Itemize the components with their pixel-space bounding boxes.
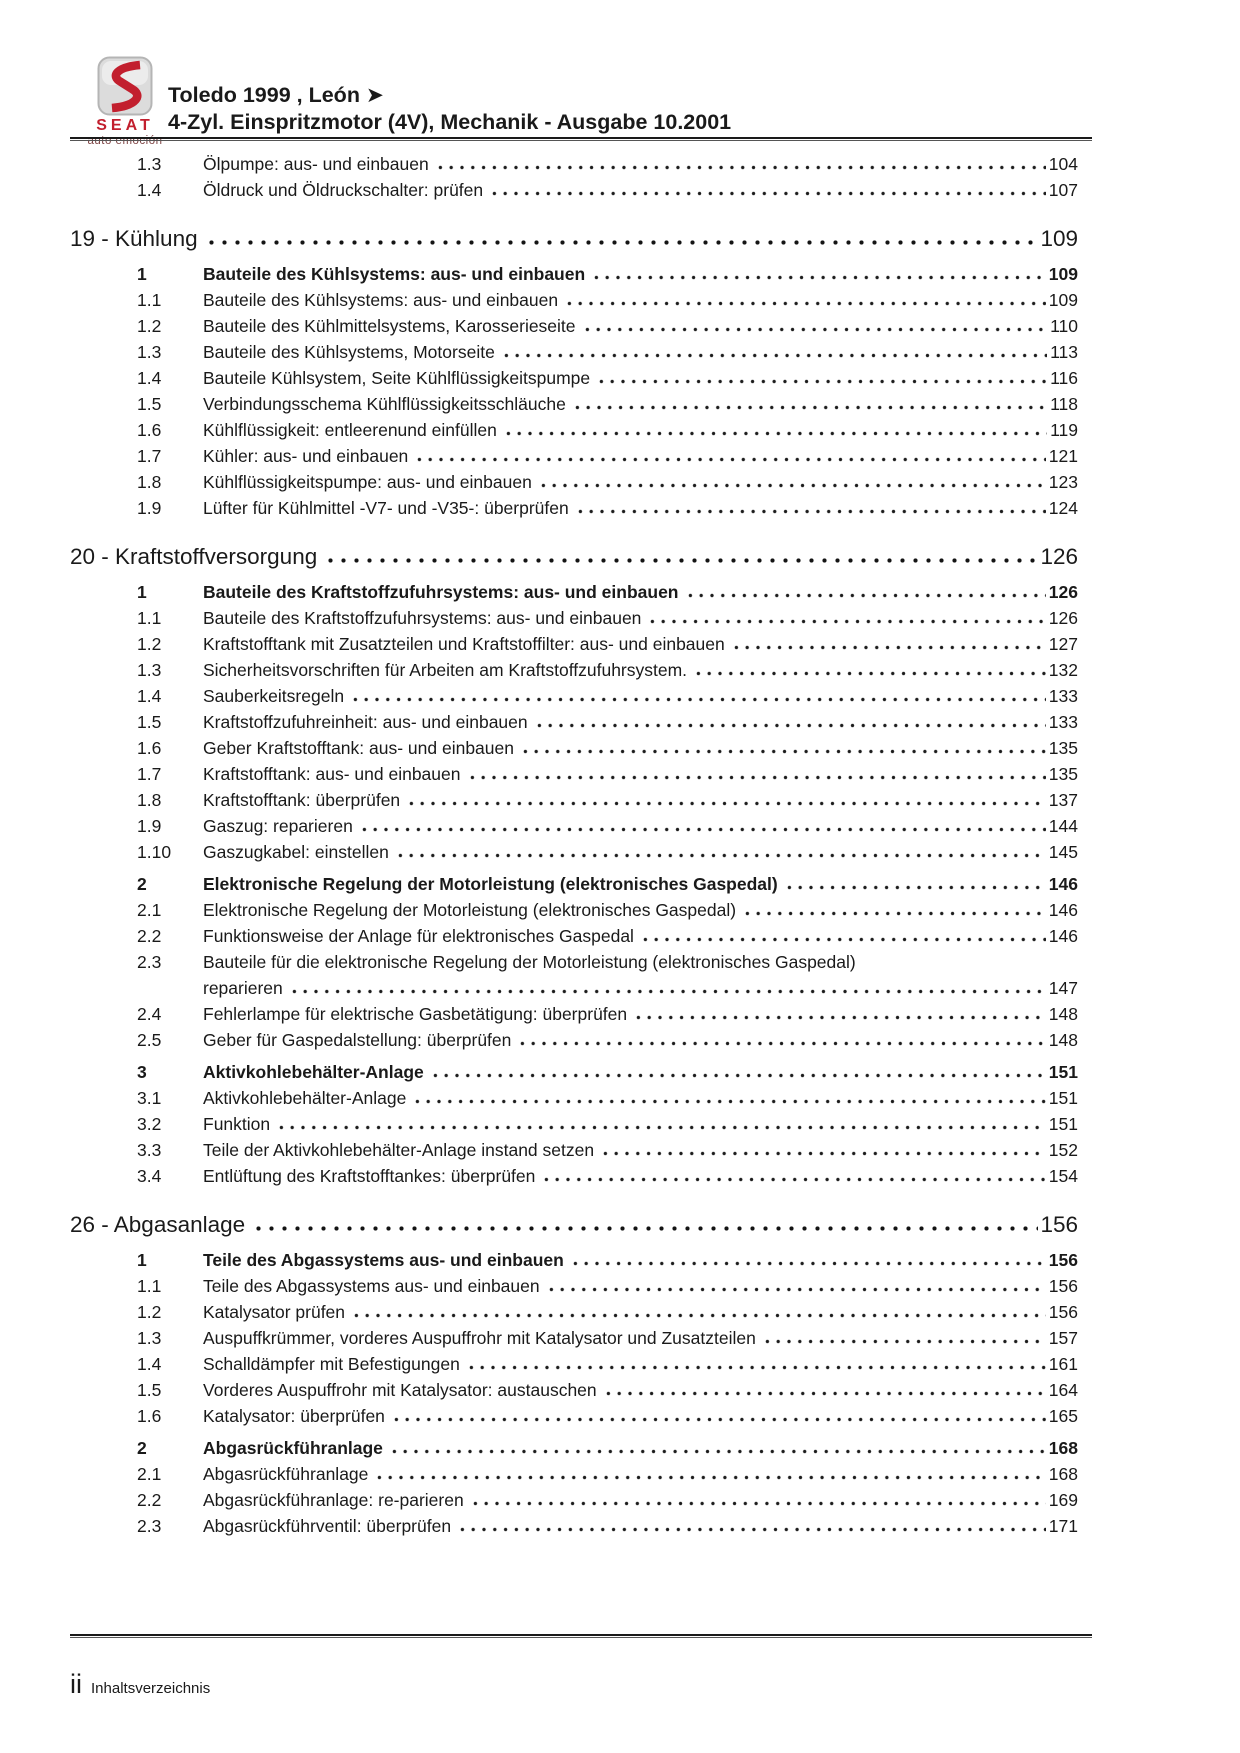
entry-number: 1.3 (137, 342, 162, 362)
entry-title: Geber Kraftstofftank: aus- und einbauen (203, 738, 514, 758)
leader-dots (467, 761, 1046, 787)
page-number: 123 (1048, 472, 1078, 492)
leader-dots (252, 1208, 1038, 1241)
entry-number: 1 (137, 264, 147, 284)
toc-entry (70, 1351, 1078, 1377)
toc-entry (70, 1163, 1078, 1189)
entry-number: 1.2 (137, 1302, 162, 1322)
toc-entry (70, 469, 1078, 495)
entry-title: Funktionsweise der Anlage für elektronisches Gaspedal (203, 926, 634, 946)
page-number: 151 (1048, 1114, 1078, 1134)
leader-dots (276, 1111, 1046, 1137)
entry-title: Kraftstoffzufuhreinheit: aus- und einbauen (203, 712, 528, 732)
entry-title: Kraftstofftank: überprüfen (203, 790, 401, 810)
toc (70, 151, 1078, 1539)
toc-entry (70, 495, 1078, 521)
leader-dots (534, 709, 1046, 735)
leader-dots (742, 897, 1046, 923)
page-number: 113 (1050, 342, 1078, 362)
leader-dots (570, 1247, 1046, 1273)
page-number: 156 (1048, 1276, 1078, 1296)
page-number: 119 (1050, 420, 1078, 440)
page-number: 146 (1048, 900, 1078, 920)
leader-dots (470, 1487, 1046, 1513)
toc-entry (70, 443, 1078, 469)
page-number: 126 (1040, 544, 1078, 569)
toc-entry (70, 897, 1078, 923)
entry-number: 2 (137, 1438, 147, 1458)
entry-title: Katalysator prüfen (203, 1302, 346, 1322)
entry-number: 1.4 (137, 180, 162, 200)
leader-dots (647, 605, 1045, 631)
entry-number: 1.9 (137, 816, 162, 836)
toc-entry (70, 631, 1078, 657)
page-number: 124 (1048, 498, 1078, 518)
seat-s-icon (97, 56, 153, 116)
section-label: 20 - Kraftstoffversorgung (70, 544, 318, 569)
toc-entry (70, 1299, 1078, 1325)
entry-title: Kraftstofftank: aus- und einbauen (203, 764, 461, 784)
toc-entry (70, 683, 1078, 709)
page-number: 147 (1048, 978, 1078, 998)
entry-title: Bauteile des Kraftstoffzufuhrsystems: aus- und einbauen (203, 608, 642, 628)
entry-title: Gaszug: reparieren (203, 816, 353, 836)
brand-name: SEAT (96, 117, 154, 134)
entry-number: 1.2 (137, 634, 162, 654)
entry-title: Teile des Abgassystems aus- und einbauen (203, 1250, 564, 1270)
entry-number: 1.1 (137, 608, 162, 628)
entry-number: 3.3 (137, 1140, 162, 1160)
entry-title: reparieren (203, 978, 283, 998)
leader-dots (633, 1001, 1046, 1027)
entry-title: Gaszugkabel: einstellen (203, 842, 389, 862)
leader-dots (600, 1137, 1046, 1163)
page-number: 156 (1040, 1212, 1078, 1237)
entry-title: Elektronische Regelung der Motorleistung (elektronisches Gaspedal) (203, 874, 778, 894)
toc-entry (70, 949, 1078, 975)
entry-number: 2.4 (137, 1004, 162, 1024)
entry-number: 2.1 (137, 1464, 162, 1484)
page-number: 118 (1050, 394, 1078, 414)
leader-dots (406, 787, 1046, 813)
entry-number: 1 (137, 582, 147, 602)
leader-dots (466, 1351, 1046, 1377)
toc-entry (70, 923, 1078, 949)
toc-entry (70, 605, 1078, 631)
toc-entry (70, 839, 1078, 865)
leader-dots (414, 443, 1046, 469)
page-number: 156 (1048, 1250, 1078, 1270)
toc-entry (70, 1247, 1078, 1273)
toc-entry (70, 1377, 1078, 1403)
leader-dots (520, 735, 1046, 761)
entry-number: 2.3 (137, 1516, 162, 1536)
document-title-line1: Toledo 1999 , León ➤ (168, 83, 384, 107)
toc-entry (70, 1325, 1078, 1351)
page-number: 132 (1048, 660, 1078, 680)
entry-number: 1.9 (137, 498, 162, 518)
entry-number: 1.1 (137, 290, 162, 310)
page-number: 126 (1048, 608, 1078, 628)
toc-entry (70, 1461, 1078, 1487)
toc-entry (70, 151, 1078, 177)
toc-section-header (70, 222, 1078, 255)
toc-entry (70, 787, 1078, 813)
toc-entry (70, 871, 1078, 897)
toc-entry (70, 313, 1078, 339)
leader-dots (412, 1085, 1045, 1111)
brand-logo (82, 56, 168, 147)
leader-dots (582, 313, 1048, 339)
entry-number: 1.8 (137, 790, 162, 810)
entry-title: Vorderes Auspuffrohr mit Katalysator: austauschen (203, 1380, 597, 1400)
entry-title: Kühler: aus- und einbauen (203, 446, 409, 466)
entry-title: Bauteile des Kühlsystems, Motorseite (203, 342, 495, 362)
leader-dots (564, 287, 1046, 313)
leader-dots (762, 1325, 1046, 1351)
page-number: 152 (1048, 1140, 1078, 1160)
entry-title: Bauteile des Kraftstoffzufuhrsystems: aus- und einbauen (203, 582, 679, 602)
entry-number: 1.4 (137, 368, 162, 388)
toc-entry (70, 1273, 1078, 1299)
entry-title: Auspuffkrümmer, vorderes Auspuffrohr mit Katalysator und Zusatzteilen (203, 1328, 756, 1348)
entry-number: 1.8 (137, 472, 162, 492)
page-number: 164 (1048, 1380, 1078, 1400)
leader-dots (359, 813, 1046, 839)
entry-number: 2.1 (137, 900, 162, 920)
leader-dots (324, 540, 1038, 573)
entry-number: 3.2 (137, 1114, 162, 1134)
brand-tagline: auto emoción (87, 135, 163, 147)
leader-dots (517, 1027, 1045, 1053)
leader-dots (435, 151, 1046, 177)
entry-number: 3 (137, 1062, 147, 1082)
entry-title: Abgasrückführanlage: re-parieren (203, 1490, 464, 1510)
leader-dots (457, 1513, 1046, 1539)
entry-number: 1.5 (137, 1380, 162, 1400)
toc-entry (70, 735, 1078, 761)
page-number: 104 (1048, 154, 1078, 174)
leader-dots (546, 1273, 1046, 1299)
header-rule (70, 137, 1092, 141)
toc-section (70, 1208, 1078, 1539)
toc-entry (70, 261, 1078, 287)
entry-title: Abgasrückführanlage (203, 1438, 383, 1458)
entry-title: Bauteile Kühlsystem, Seite Kühlflüssigkeitspumpe (203, 368, 591, 388)
entry-number: 1.3 (137, 660, 162, 680)
leader-dots (693, 657, 1046, 683)
page-number: 110 (1050, 316, 1078, 336)
entry-title: Bauteile des Kühlsystems: aus- und einbauen (203, 290, 559, 310)
entry-number: 1.6 (137, 420, 162, 440)
leader-dots (596, 365, 1047, 391)
page-number: 148 (1048, 1030, 1078, 1050)
entry-number: 1.6 (137, 738, 162, 758)
entry-number: 2.3 (137, 952, 162, 972)
entry-title: Teile des Abgassystems aus- und einbauen (203, 1276, 540, 1296)
toc-entry (70, 1403, 1078, 1429)
leader-dots (395, 839, 1046, 865)
entry-title: Sicherheitsvorschriften für Arbeiten am Kraftstoffzufuhrsystem. (203, 660, 688, 680)
page-number: 168 (1048, 1438, 1078, 1458)
entry-title: Bauteile für die elektronische Regelung der Motorleistung (elektronisches Gaspedal) (203, 952, 856, 972)
entry-title: Elektronische Regelung der Motorleistung (elektronisches Gaspedal) (203, 900, 737, 920)
entry-title: Geber für Gaspedalstellung: überprüfen (203, 1030, 512, 1050)
page-number: 107 (1048, 180, 1078, 200)
page-number: 156 (1048, 1302, 1078, 1322)
toc-entry (70, 1085, 1078, 1111)
entry-number: 1.1 (137, 1276, 162, 1296)
page-number: 154 (1048, 1166, 1078, 1186)
toc-section (70, 222, 1078, 521)
toc-entry (70, 579, 1078, 605)
toc-entry (70, 1137, 1078, 1163)
page-number: 161 (1048, 1354, 1078, 1374)
leader-dots (391, 1403, 1046, 1429)
entry-title: Abgasrückführventil: überprüfen (203, 1516, 452, 1536)
section-label: 19 - Kühlung (70, 226, 198, 251)
entry-title: Sauberkeitsregeln (203, 686, 345, 706)
entry-number: 2.2 (137, 1490, 162, 1510)
entry-number: 1.7 (137, 446, 162, 466)
entry-title: Verbindungsschema Kühlflüssigkeitsschläuche (203, 394, 566, 414)
entry-title: Aktivkohlebehälter-Anlage (203, 1062, 424, 1082)
entry-number: 1.6 (137, 1406, 162, 1426)
leader-dots (503, 417, 1047, 443)
page-number: 157 (1048, 1328, 1078, 1348)
entry-number: 1.3 (137, 154, 162, 174)
entry-title: Katalysator: überprüfen (203, 1406, 385, 1426)
leader-dots (640, 923, 1046, 949)
entry-number: 1 (137, 1250, 147, 1270)
entry-title: Bauteile des Kühlmittelsystems, Karosserieseite (203, 316, 576, 336)
entry-number: 1.5 (137, 394, 162, 414)
page-footer (70, 1664, 210, 1704)
leader-dots (351, 1299, 1046, 1325)
leader-dots (685, 579, 1046, 605)
entry-title: Kühlflüssigkeit: entleerenund einfüllen (203, 420, 497, 440)
page-number: 109 (1040, 226, 1078, 251)
toc-entry (70, 391, 1078, 417)
entry-title: Abgasrückführanlage (203, 1464, 369, 1484)
leader-dots (489, 177, 1046, 203)
toc-entry (70, 339, 1078, 365)
page-number: 146 (1048, 874, 1078, 894)
entry-number: 2 (137, 874, 147, 894)
page-number: 145 (1048, 842, 1078, 862)
entry-title: Funktion (203, 1114, 271, 1134)
toc-entry (70, 177, 1078, 203)
entry-title: Öldruck und Öldruckschalter: prüfen (203, 180, 484, 200)
leader-dots (575, 495, 1046, 521)
document-title-line2: 4-Zyl. Einspritzmotor (4V), Mechanik - Ausgabe 10.2001 (168, 110, 732, 134)
entry-title: Ölpumpe: aus- und einbauen (203, 154, 429, 174)
toc-section-header (70, 540, 1078, 573)
toc-entry (70, 365, 1078, 391)
page-number: 148 (1048, 1004, 1078, 1024)
toc-section-header (70, 1208, 1078, 1241)
toc-entry (70, 1435, 1078, 1461)
toc-entry (70, 417, 1078, 443)
entry-number: 1.2 (137, 316, 162, 336)
footer-label: Inhaltsverzeichnis (91, 1680, 211, 1697)
section-label: 26 - Abgasanlage (70, 1212, 246, 1237)
page-number: 135 (1048, 764, 1078, 784)
entry-title: Kühlflüssigkeitspumpe: aus- und einbauen (203, 472, 532, 492)
leader-dots (205, 222, 1039, 255)
entry-title: Schalldämpfer mit Befestigungen (203, 1354, 460, 1374)
entry-number: 1.4 (137, 686, 162, 706)
leader-dots (350, 683, 1046, 709)
page-number: 133 (1048, 712, 1078, 732)
page-number: 126 (1048, 582, 1078, 602)
leader-dots (538, 469, 1046, 495)
footer-rule (70, 1634, 1092, 1638)
toc-entry (70, 813, 1078, 839)
entry-title: Lüfter für Kühlmittel -V7- und -V35-: überprüfen (203, 498, 569, 518)
entry-number: 3.4 (137, 1166, 162, 1186)
page-number: 137 (1048, 790, 1078, 810)
entry-title: Entlüftung des Kraftstofftankes: überprüfen (203, 1166, 536, 1186)
page-number: 165 (1048, 1406, 1078, 1426)
leader-dots (784, 871, 1046, 897)
page-number: 146 (1048, 926, 1078, 946)
page-number: 109 (1048, 264, 1078, 284)
toc-entry (70, 709, 1078, 735)
toc-entry (70, 1487, 1078, 1513)
entry-title: Fehlerlampe für elektrische Gasbetätigung: überprüfen (203, 1004, 628, 1024)
footer-page-number: ii (70, 1669, 82, 1699)
page-number: 169 (1048, 1490, 1078, 1510)
toc-entry (70, 657, 1078, 683)
page-number: 133 (1048, 686, 1078, 706)
entry-number: 1.10 (137, 842, 172, 862)
entry-number: 1.3 (137, 1328, 162, 1348)
toc-entry-continuation (70, 975, 1078, 1001)
page-number: 127 (1048, 634, 1078, 654)
leader-dots (603, 1377, 1046, 1403)
entry-number: 1.7 (137, 764, 162, 784)
leader-dots (501, 339, 1047, 365)
page-number: 109 (1048, 290, 1078, 310)
page-number: 151 (1048, 1088, 1078, 1108)
page-number: 121 (1048, 446, 1078, 466)
toc-entry (70, 1027, 1078, 1053)
leader-dots (389, 1435, 1046, 1461)
toc-entry (70, 1059, 1078, 1085)
entry-number: 1.4 (137, 1354, 162, 1374)
leader-dots (430, 1059, 1046, 1085)
leader-dots (374, 1461, 1045, 1487)
toc-section (70, 540, 1078, 1189)
toc-entry (70, 1111, 1078, 1137)
entry-title: Bauteile des Kühlsystems: aus- und einbauen (203, 264, 586, 284)
entry-number: 2.5 (137, 1030, 162, 1050)
leader-dots (572, 391, 1047, 417)
page-number: 171 (1048, 1516, 1078, 1536)
entry-number: 1.5 (137, 712, 162, 732)
leader-dots (731, 631, 1046, 657)
entry-number: 2.2 (137, 926, 162, 946)
toc-entry (70, 287, 1078, 313)
document-title-block (168, 82, 731, 136)
entry-title: Kraftstofftank mit Zusatzteilen und Kraftstoffilter: aus- und einbauen (203, 634, 725, 654)
page-number: 151 (1048, 1062, 1078, 1082)
entry-title: Teile der Aktivkohlebehälter-Anlage instand setzen (203, 1140, 595, 1160)
page-number: 168 (1048, 1464, 1078, 1484)
leader-dots (289, 975, 1046, 1001)
page-number: 116 (1050, 368, 1078, 388)
page-number: 144 (1048, 816, 1078, 836)
entry-number: 3.1 (137, 1088, 162, 1108)
page-number: 135 (1048, 738, 1078, 758)
toc-entry (70, 1513, 1078, 1539)
entry-title: Aktivkohlebehälter-Anlage (203, 1088, 407, 1108)
leader-dots (591, 261, 1046, 287)
leader-dots (541, 1163, 1045, 1189)
toc-entry (70, 1001, 1078, 1027)
toc-entry (70, 761, 1078, 787)
